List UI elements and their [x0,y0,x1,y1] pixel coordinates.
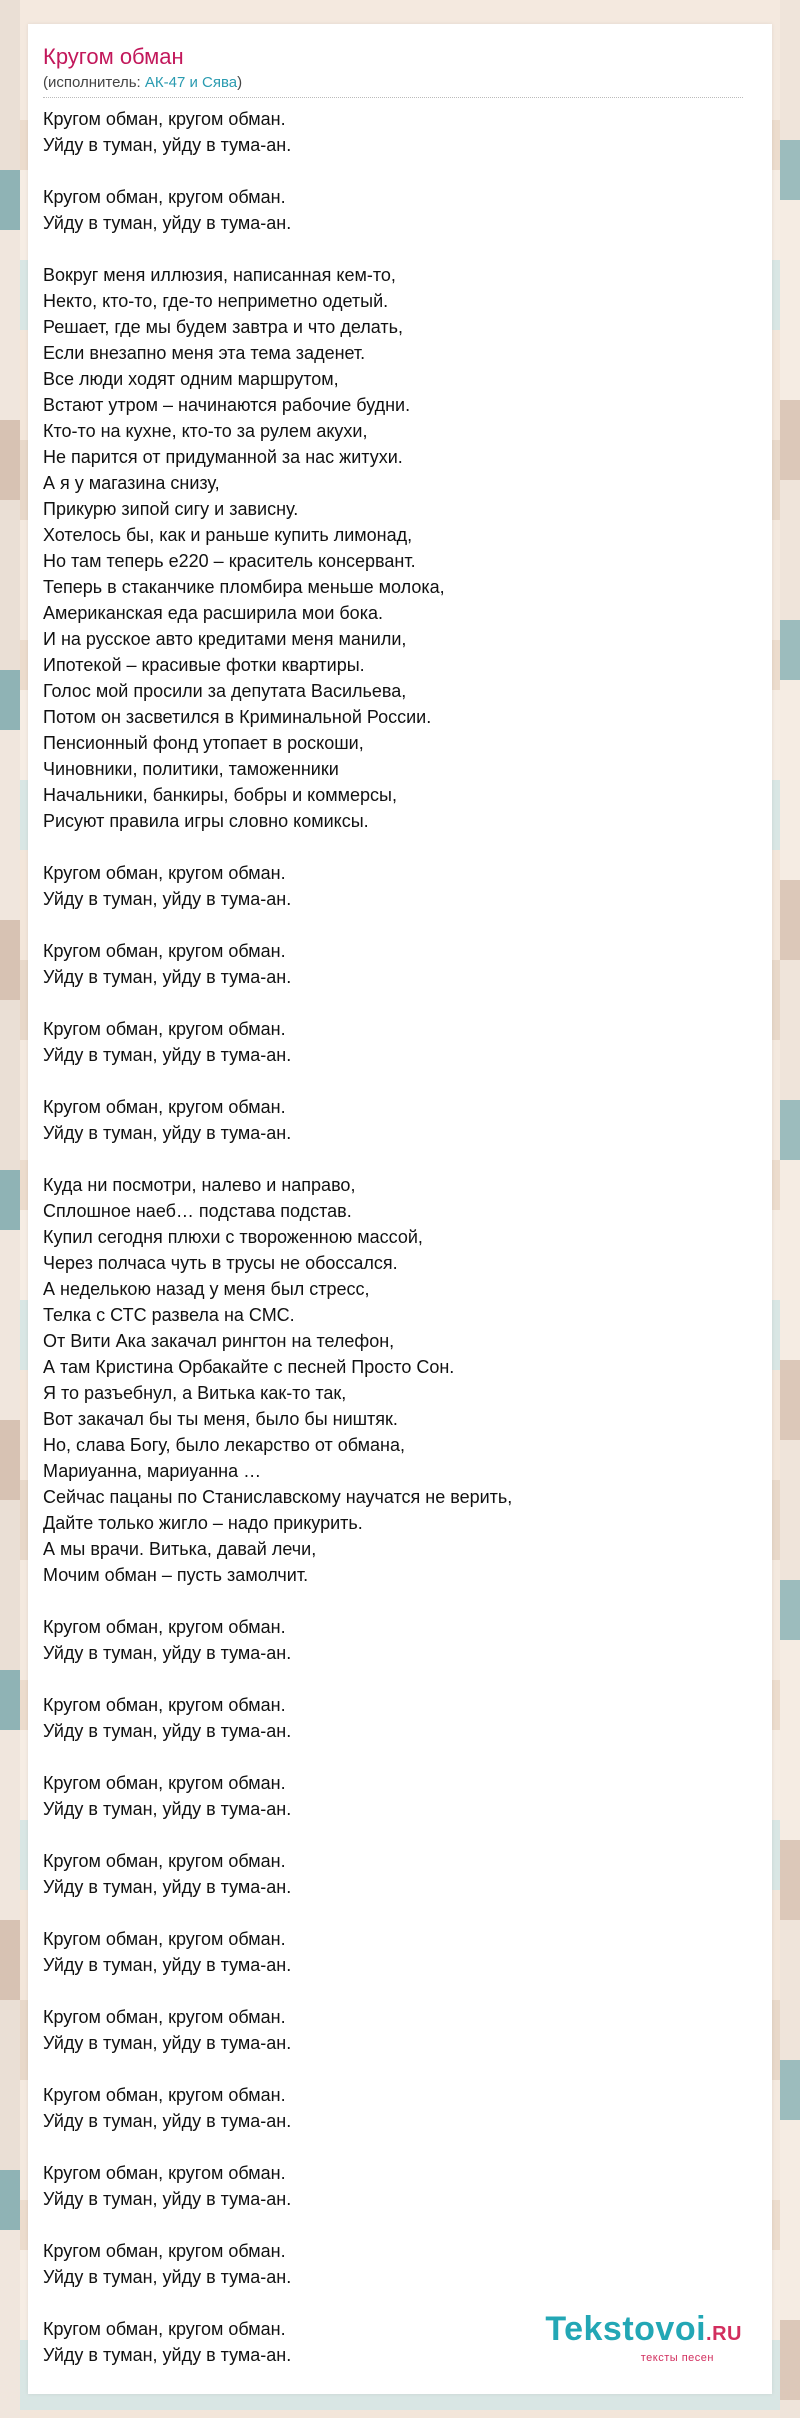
lyric-line: Голос мой просили за депутата Васильева, [43,681,407,701]
lyric-line: Прикурю зипой сигу и зависну. [43,499,299,519]
lyric-line: Рисуют правила игры словно комиксы. [43,811,369,831]
lyric-line: Уйду в туман, уйду в тума-ан. [43,889,292,909]
background-stripe-left [0,0,20,2418]
lyric-line: Я то разъебнул, а Витька как-то так, [43,1383,347,1403]
performer-prefix: (исполнитель: [43,74,145,91]
lyric-line: Вокруг меня иллюзия, написанная кем-то, [43,265,396,285]
lyric-line: Купил сегодня плюхи с твороженною массой, [43,1227,423,1247]
lyric-line: Кругом обман, кругом обман. [43,1773,286,1793]
lyric-line: А я у магазина снизу, [43,473,220,493]
stanza-break [43,1900,757,1926]
lyric-line: Потом он засветился в Криминальной России. [43,707,432,727]
performer-link[interactable]: АК-47 и Сява [144,74,238,91]
stanza-break [43,1146,757,1172]
stanza-break [43,912,757,938]
song-header [28,24,772,98]
lyric-line: Но там теперь е220 – краситель консервант. [43,551,416,571]
stanza-break [43,1068,757,1094]
lyric-line: Кругом обман, кругом обман. [43,187,286,207]
lyric-line: Уйду в туман, уйду в тума-ан. [43,1721,292,1741]
lyric-line: Уйду в туман, уйду в тума-ан. [43,2345,292,2365]
lyric-line: Кругом обман, кругом обман. [43,2319,286,2339]
logo-tld: .RU [706,2323,742,2345]
stanza-break [43,2056,757,2082]
lyric-line: Кругом обман, кругом обман. [43,2007,286,2027]
lyric-line: Кругом обман, кругом обман. [43,1617,286,1637]
lyric-line: Все люди ходят одним маршрутом, [43,369,339,389]
lyric-line: Уйду в туман, уйду в тума-ан. [43,2189,292,2209]
lyric-line: Уйду в туман, уйду в тума-ан. [43,1799,292,1819]
lyric-line: Кругом обман, кругом обман. [43,2085,286,2105]
performer-line [43,74,743,98]
lyric-line: Уйду в туман, уйду в тума-ан. [43,1877,292,1897]
performer-suffix: ) [237,74,243,91]
lyric-line: Чиновники, политики, таможенники [43,759,339,779]
stanza-break [43,834,757,860]
lyric-line: Уйду в туман, уйду в тума-ан. [43,1123,292,1143]
logo-name: Tekstovoi [545,2310,707,2348]
lyric-line: Мочим обман – пусть замолчит. [43,1565,309,1585]
lyric-line: Кругом обман, кругом обман. [43,1851,286,1871]
lyric-line: Уйду в туман, уйду в тума-ан. [43,2111,292,2131]
song-title: Кругом обман [43,44,184,69]
lyric-line: Уйду в туман, уйду в тума-ан. [43,1643,292,1663]
lyric-line: Начальники, банкиры, бобры и коммерсы, [43,785,397,805]
lyric-line: Уйду в туман, уйду в тума-ан. [43,135,292,155]
lyric-line: Кругом обман, кругом обман. [43,1019,286,1039]
stanza-break [43,1822,757,1848]
lyric-line: Решает, где мы будем завтра и что делать, [43,317,403,337]
lyric-line: Не парится от придуманной за нас житухи. [43,447,403,467]
lyric-line: Кругом обман, кругом обман. [43,2163,286,2183]
lyric-line: Куда ни посмотри, налево и направо, [43,1175,356,1195]
lyric-line: Уйду в туман, уйду в тума-ан. [43,2033,292,2053]
lyric-line: Через полчаса чуть в трусы не обоссался. [43,1253,398,1273]
lyric-line: Уйду в туман, уйду в тума-ан. [43,967,292,987]
logo-tagline: тексты песен [640,2352,714,2364]
lyric-line: Пенсионный фонд утопает в роскоши, [43,733,364,753]
lyric-line: Уйду в туман, уйду в тума-ан. [43,1045,292,1065]
stanza-break [43,1978,757,2004]
lyric-line: От Вити Ака закачал рингтон на телефон, [43,1331,395,1351]
lyric-line: Кто-то на кухне, кто-то за рулем акухи, [43,421,368,441]
lyric-line: Уйду в туман, уйду в тума-ан. [43,2267,292,2287]
lyric-line: Но, слава Богу, было лекарство от обмана, [43,1435,405,1455]
stanza-break [43,990,757,1016]
lyric-line: Телка с СТС развела на СМС. [43,1305,295,1325]
logo-wordmark [545,2312,742,2351]
lyric-line: Если внезапно меня эта тема заденет. [43,343,366,363]
lyrics-body [28,98,772,2368]
stanza-break [43,2134,757,2160]
lyric-line: Уйду в туман, уйду в тума-ан. [43,213,292,233]
lyric-line: А там Кристина Орбакайте с песней Просто Сон. [43,1357,455,1377]
lyric-line: Теперь в стаканчике пломбира меньше молока, [43,577,445,597]
lyric-line: Мариуанна, мариуанна … [43,1461,262,1481]
lyric-line: Сейчас пацаны по Станиславскому научатся не верить, [43,1487,513,1507]
lyric-line: Встают утром – начинаются рабочие будни. [43,395,411,415]
lyric-line: Американская еда расширила мои бока. [43,603,383,623]
lyric-line: Кругом обман, кругом обман. [43,1929,286,1949]
site-logo[interactable] [545,2312,742,2364]
stanza-break [43,1588,757,1614]
background-stripe-right [780,0,800,2418]
lyric-line: Уйду в туман, уйду в тума-ан. [43,1955,292,1975]
lyric-line: Дайте только жигло – надо прикурить. [43,1513,363,1533]
stanza-break [43,236,757,262]
lyric-line: Кругом обман, кругом обман. [43,1695,286,1715]
lyric-line: А неделькою назад у меня был стресс, [43,1279,370,1299]
lyric-line: Кругом обман, кругом обман. [43,1097,286,1117]
lyric-line: И на русское авто кредитами меня манили, [43,629,407,649]
lyric-line: А мы врачи. Витька, давай лечи, [43,1539,317,1559]
lyric-line: Кругом обман, кругом обман. [43,941,286,961]
lyric-line: Кругом обман, кругом обман. [43,2241,286,2261]
stanza-break [43,1666,757,1692]
lyrics-card [28,24,772,2394]
lyric-line: Ипотекой – красивые фотки квартиры. [43,655,365,675]
stanza-break [43,158,757,184]
lyric-line: Хотелось бы, как и раньше купить лимонад, [43,525,413,545]
lyric-line: Сплошное наеб… подстава подстав. [43,1201,352,1221]
stanza-break [43,2212,757,2238]
stanza-break [43,1744,757,1770]
lyric-line: Кругом обман, кругом обман. [43,109,286,129]
lyric-line: Некто, кто-то, где-то неприметно одетый. [43,291,389,311]
lyric-line: Кругом обман, кругом обман. [43,863,286,883]
lyric-line: Вот закачал бы ты меня, было бы ништяк. [43,1409,398,1429]
